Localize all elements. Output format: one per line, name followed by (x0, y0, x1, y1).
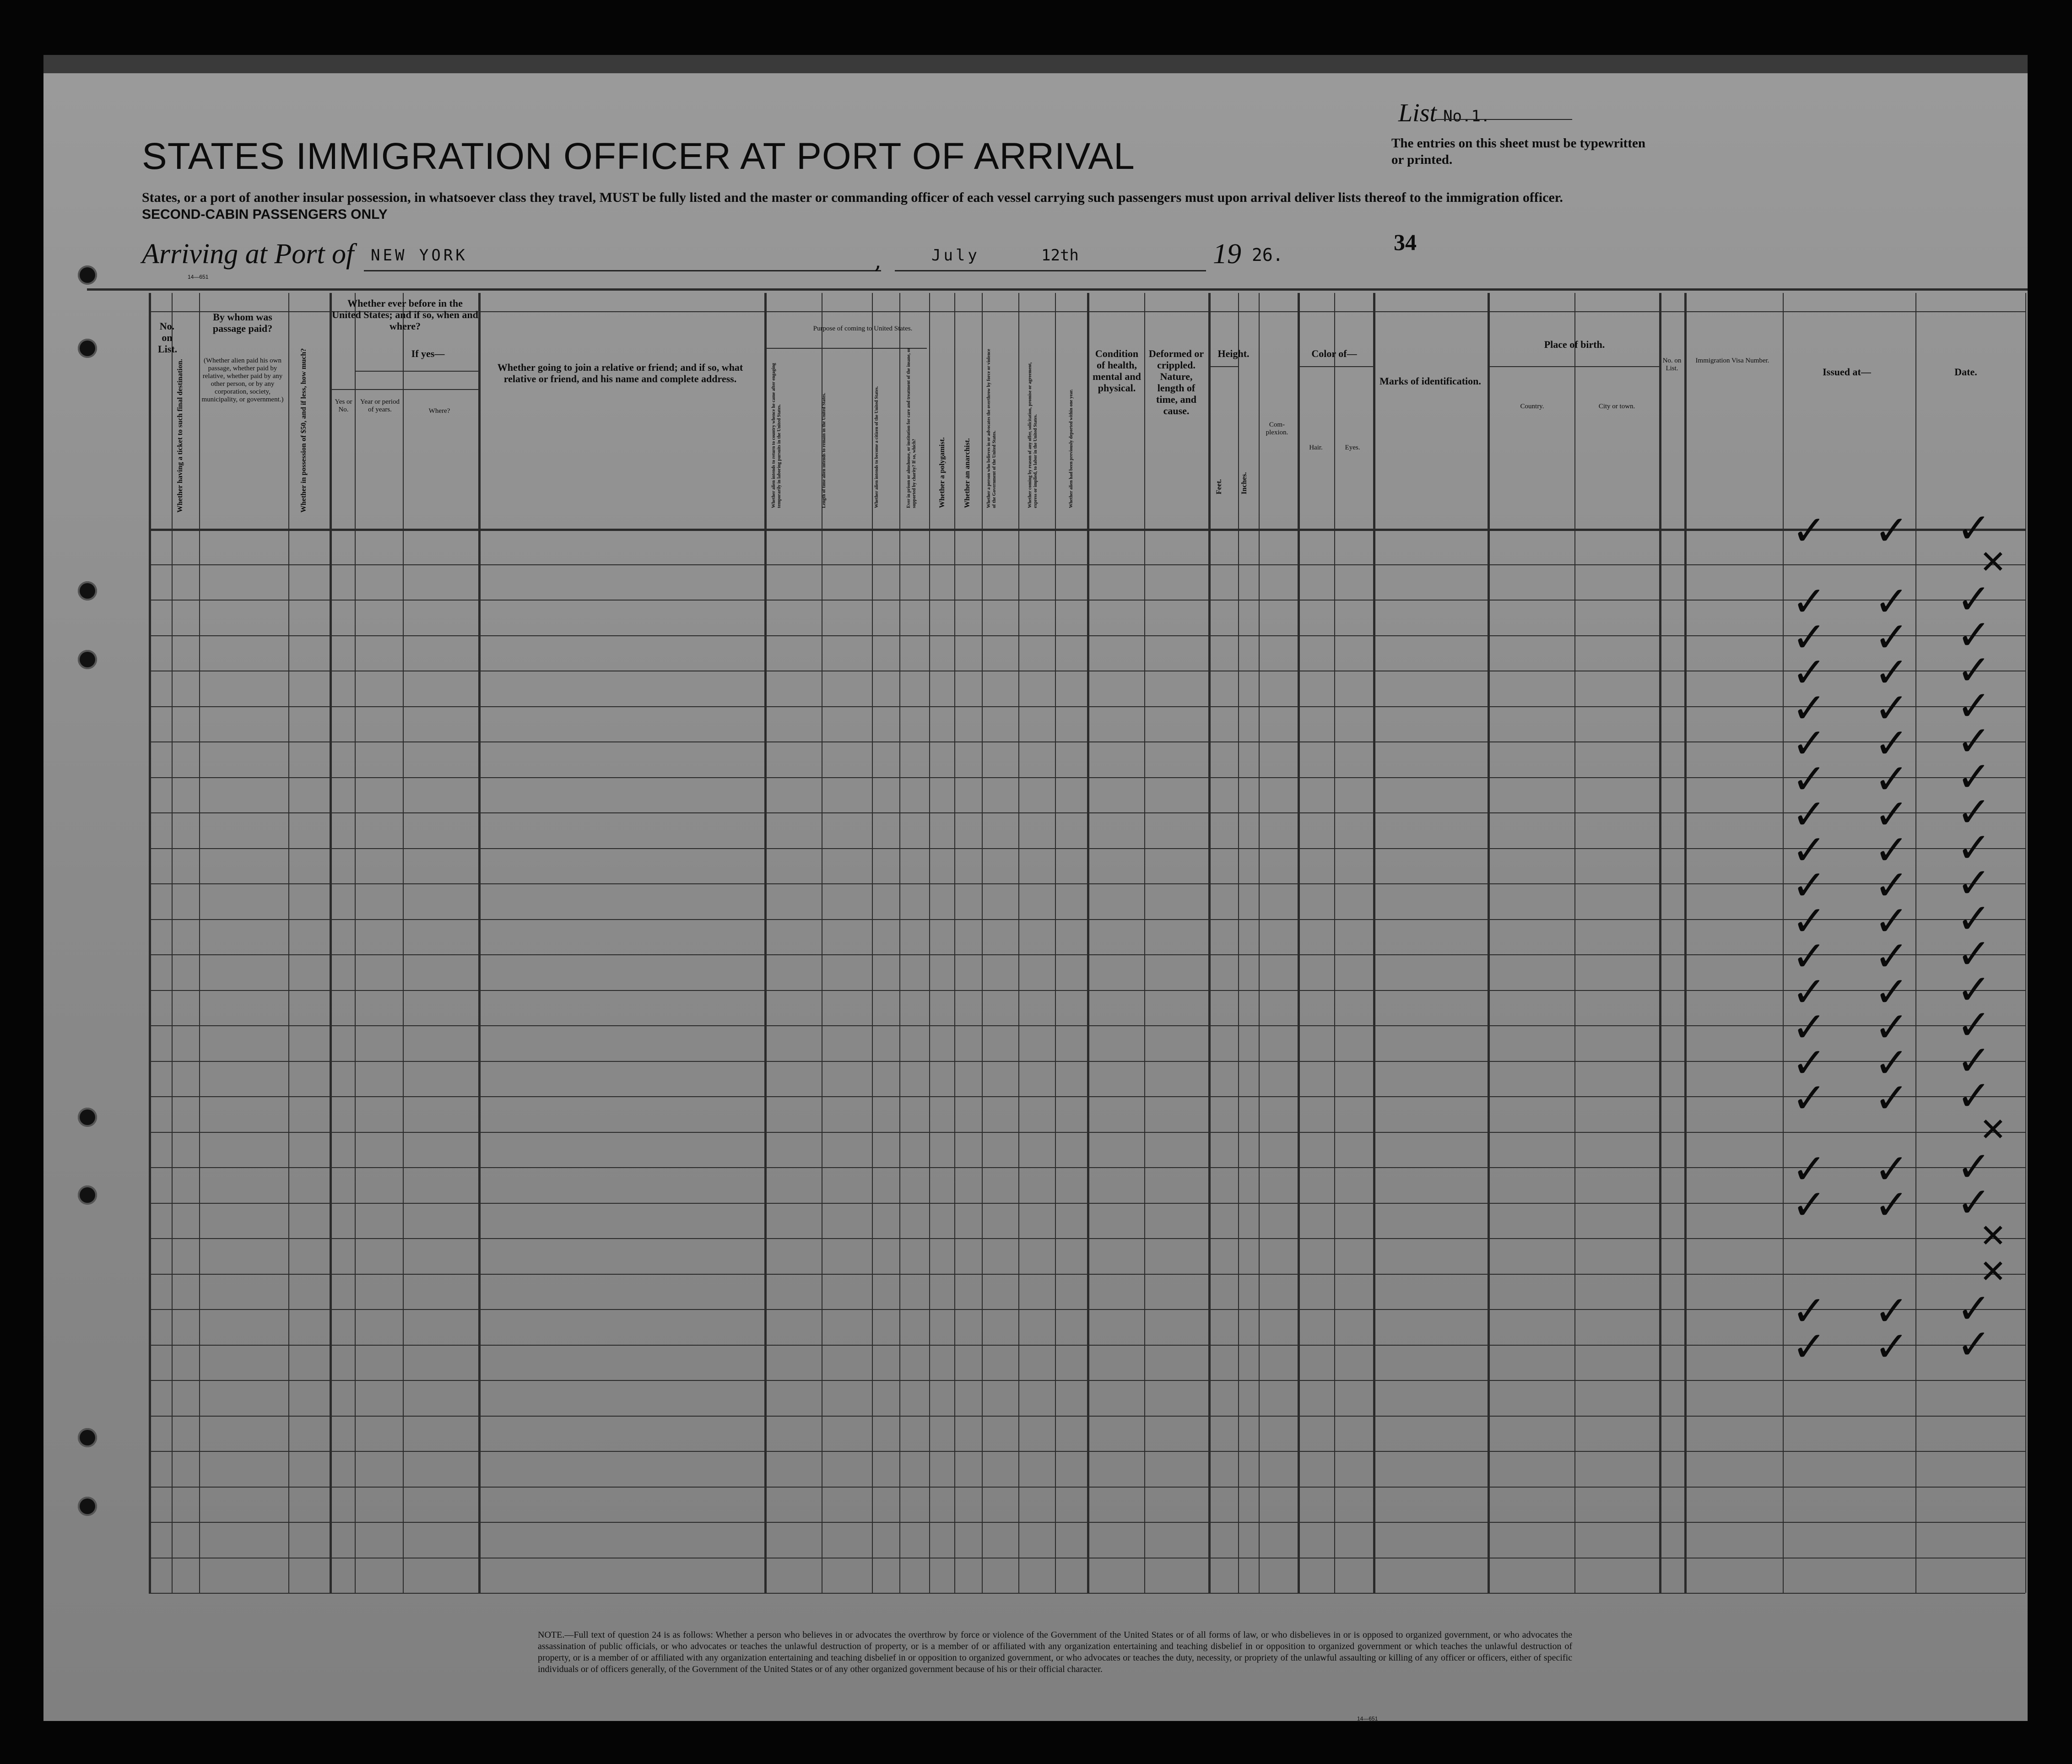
column-rule (172, 293, 173, 1593)
header-before-in-us: Whether ever before in the United States; and if so, when and where? (332, 298, 478, 332)
check-icon: ✓ (1957, 717, 1991, 765)
color-subrule (1298, 366, 1373, 367)
binder-hole-icon (78, 1185, 97, 1205)
column-rule (1208, 293, 1211, 1593)
column-rule (1259, 293, 1260, 1593)
port-line (364, 270, 881, 271)
check-icon: ✓ (1792, 1322, 1827, 1371)
intro-text: States, or a port of another insular possession, in whatsoever class they travel, MUST be fully listed and the master or commanding officer of each vessel carrying such passengers must upon arrival deliver lists thereof to the immigration officer. (142, 190, 1563, 205)
check-icon: ✓ (1792, 790, 1827, 839)
list-number (1398, 98, 1490, 128)
column-rule (1659, 293, 1661, 1593)
check-icon: ✓ (1957, 788, 1991, 836)
check-icon: ✓ (1874, 1322, 1909, 1371)
header-where: Where? (428, 407, 450, 415)
binder-hole-icon (78, 581, 97, 601)
header-condition: Condition of health, mental and physical. (1093, 348, 1141, 394)
check-icon: ✓ (1957, 611, 1991, 659)
check-icon: ✓ (1792, 826, 1827, 874)
header-eyes: Eyes. (1345, 444, 1360, 451)
check-icon: ✓ (1957, 965, 1991, 1014)
check-icon: ✓ (1874, 968, 1909, 1016)
cross-icon: ✕ (1980, 543, 2007, 581)
column-rule (1373, 293, 1375, 1593)
column-rule (1574, 293, 1575, 1593)
cross-icon: ✕ (1980, 1252, 2007, 1290)
header-inches: Inches. (1240, 472, 1248, 494)
check-icon: ✓ (1874, 790, 1909, 839)
before-subrule (330, 389, 478, 390)
check-icon: ✓ (1874, 720, 1909, 768)
column-rule (872, 293, 873, 1593)
header-visa: Immigration Visa Number. (1695, 357, 1769, 364)
check-icon: ✓ (1792, 613, 1827, 661)
check-icon: ✓ (1792, 1145, 1827, 1193)
column-rule (899, 293, 900, 1593)
page-title: STATES IMMIGRATION OFFICER AT PORT OF ARRIVAL (142, 135, 1135, 177)
header-year-period: Year or period of years. (360, 398, 400, 413)
header-relative-friend: Whether going to join a relative or friend; and if so, what relative or friend, and his name and complete address. (497, 362, 743, 384)
header-feet: Feet. (1215, 479, 1223, 494)
column-rule (1298, 293, 1300, 1593)
binder-hole-icon (78, 1497, 97, 1516)
check-icon: ✓ (1792, 507, 1827, 555)
check-icon: ✓ (1874, 932, 1909, 980)
cross-icon: ✕ (1980, 1217, 2007, 1255)
header-purpose-a: Whether alien intends to return to country whence he came after engaging temporarily in laboring pursuits in the United States. (771, 363, 782, 508)
list-number-line (1435, 119, 1572, 120)
column-rule (288, 293, 289, 1593)
manifest-sheet (43, 73, 2028, 1721)
header-height: Height. (1217, 348, 1250, 359)
check-icon: ✓ (1874, 507, 1909, 555)
header-no-on-list-2: No. on List. (1662, 357, 1682, 372)
check-icon: ✓ (1792, 578, 1827, 626)
header-issued-at: Issued at— (1823, 366, 1871, 378)
column-rule (1238, 293, 1239, 1593)
header-prison: Ever in prison or almshouse, or institution for care and treatment of the insane, or supported by charity? If so, which? (906, 348, 917, 508)
header-offer: Whether coming by reason of any offer, solicitation, promise or agreement, express or implied, to labor in the United States. (1028, 362, 1038, 508)
check-icon: ✓ (1874, 1180, 1909, 1229)
header-fifty-dollars: Whether in possession of $50, and if less, how much? (300, 348, 308, 513)
form-code-bottom: 14—651 (1357, 1715, 1378, 1721)
check-icon: ✓ (1792, 755, 1827, 803)
check-icon: ✓ (1957, 1285, 1991, 1333)
column-rule (1055, 293, 1056, 1593)
check-icon: ✓ (1792, 932, 1827, 980)
column-rule (954, 293, 955, 1593)
column-rule (355, 293, 356, 1593)
header-purpose-c: Whether alien intends to become a citizen of the United States. (874, 386, 879, 508)
check-icon: ✓ (1957, 1320, 1991, 1369)
binder-hole-icon (78, 1108, 97, 1127)
check-icon: ✓ (1874, 755, 1909, 803)
check-icon: ✓ (1792, 720, 1827, 768)
column-rule (982, 293, 983, 1593)
header-if-yes: If yes— (411, 348, 445, 359)
column-rule (1144, 293, 1145, 1593)
column-rule (1684, 293, 1687, 1593)
check-icon: ✓ (1957, 1001, 1991, 1049)
typewrite-notice: The entries on this sheet must be typewritten or printed. (1391, 136, 1645, 167)
list-number-value: No.1. (1443, 107, 1490, 125)
column-rule (403, 293, 404, 1593)
table-top-rule (87, 288, 2028, 291)
binder-hole-icon (78, 650, 97, 669)
column-rule (199, 293, 200, 1593)
header-deformed: Deformed or crippled. Nature, length of time, and cause. (1148, 348, 1204, 417)
arrival-day: 12th (1041, 246, 1079, 265)
check-icon: ✓ (1874, 1074, 1909, 1122)
check-icon: ✓ (1792, 861, 1827, 909)
header-ticket: Whether having a ticket to such final destination. (176, 359, 184, 513)
binder-hole-icon (78, 1428, 97, 1447)
header-place-of-birth: Place of birth. (1544, 339, 1605, 350)
height-subrule (1208, 366, 1238, 367)
header-date: Date. (1954, 366, 1977, 378)
check-icon: ✓ (1874, 613, 1909, 661)
port-name: NEW YORK (371, 246, 468, 265)
date-line (895, 270, 1206, 271)
column-rule (1018, 293, 1019, 1593)
column-rule (1783, 293, 1784, 1593)
check-icon: ✓ (1957, 1072, 1991, 1120)
arrival-month: July (931, 246, 980, 265)
row-rule (149, 1593, 2025, 1594)
comma: , (874, 247, 882, 274)
header-country: Country. (1520, 403, 1544, 410)
second-cabin-label: SECOND-CABIN PASSENGERS ONLY (142, 207, 388, 222)
column-rule (330, 293, 332, 1593)
check-icon: ✓ (1792, 1180, 1827, 1229)
check-icon: ✓ (1957, 930, 1991, 978)
header-purpose: Purpose of coming to United States. (813, 325, 913, 332)
check-icon: ✓ (1874, 578, 1909, 626)
check-icon: ✓ (1874, 1287, 1909, 1335)
check-icon: ✓ (1792, 1287, 1827, 1335)
header-by-whom-paid-note: (Whether alien paid his own passage, whether paid by relative, whether paid by any other person, or by any corporation, society, municipality, or government.) (201, 357, 284, 403)
check-icon: ✓ (1957, 682, 1991, 730)
column-rule (1488, 293, 1490, 1593)
arriving-label: Arriving at Port of (142, 238, 354, 270)
check-icon: ✓ (1874, 1039, 1909, 1087)
check-icon: ✓ (1792, 684, 1827, 732)
check-icon: ✓ (1792, 968, 1827, 1016)
header-yes-no: Yes or No. (335, 398, 352, 413)
header-color-of: Color of— (1311, 348, 1357, 359)
check-icon: ✓ (1874, 1003, 1909, 1051)
header-purpose-b: Length of time alien intends to remain in the United States. (822, 393, 827, 508)
birth-subrule (1488, 366, 1659, 367)
check-icon: ✓ (1792, 1039, 1827, 1087)
column-rule (2025, 293, 2026, 1593)
check-icon: ✓ (1957, 752, 1991, 801)
form-code: 14—651 (188, 274, 209, 280)
column-rule (149, 293, 151, 1593)
header-polygamist: Whether a polygamist. (938, 437, 946, 508)
year-suffix: 26. (1252, 245, 1283, 265)
check-icon: ✓ (1957, 894, 1991, 943)
column-rule (1087, 293, 1089, 1593)
column-rule (764, 293, 767, 1593)
check-icon: ✓ (1957, 504, 1991, 552)
if-yes-subrule (355, 371, 478, 372)
check-icon: ✓ (1874, 684, 1909, 732)
check-icon: ✓ (1957, 575, 1991, 623)
cross-icon: ✕ (1980, 1110, 2007, 1148)
list-label: List (1398, 99, 1437, 127)
check-icon: ✓ (1792, 1074, 1827, 1122)
check-icon: ✓ (1874, 826, 1909, 874)
check-icon: ✓ (1874, 649, 1909, 697)
binder-hole-icon (78, 339, 97, 358)
check-icon: ✓ (1957, 1036, 1991, 1085)
column-rule (1915, 293, 1916, 1593)
check-icon: ✓ (1957, 646, 1991, 694)
header-deported: Whether alien had been previously deported within one year. (1069, 389, 1074, 508)
header-no-on-list: No. on List. (158, 320, 178, 355)
header-complexion: Com-plexion. (1266, 421, 1288, 436)
header-city-town: City or town. (1598, 403, 1635, 410)
binder-hole-icon (78, 265, 97, 285)
header-hair: Hair. (1309, 444, 1323, 451)
check-icon: ✓ (1792, 897, 1827, 945)
column-rule (1334, 293, 1335, 1593)
check-icon: ✓ (1957, 859, 1991, 907)
header-marks: Marks of identification. (1380, 375, 1481, 387)
check-icon: ✓ (1957, 1178, 1991, 1227)
column-rule (929, 293, 930, 1593)
check-icon: ✓ (1874, 861, 1909, 909)
year-prefix: 19 (1213, 238, 1241, 270)
check-icon: ✓ (1792, 649, 1827, 697)
check-icon: ✓ (1874, 897, 1909, 945)
header-by-whom-paid: By whom was passage paid? (212, 311, 273, 334)
column-rule (478, 293, 481, 1593)
purpose-subrule (764, 348, 927, 349)
header-anarchist: Whether an anarchist. (963, 438, 971, 508)
check-icon: ✓ (1957, 823, 1991, 872)
header-overthrow: Whether a person who believes in or advocates the overthrow by force or violence of the Government of the United States. (986, 349, 997, 508)
check-icon: ✓ (1874, 1145, 1909, 1193)
check-icon: ✓ (1792, 1003, 1827, 1051)
check-icon: ✓ (1957, 1143, 1991, 1191)
footnote: NOTE.—Full text of question 24 is as follows: Whether a person who believes in or advocates the overthrow by force or violence of the Government of the United States or of all forms of law, or who disbelieves in or is opposed to organized government, or who advocates the assassination of public officials, or who advocates or teaches the unlawful destruction of property, or is a member of or affiliated with any organization entertaining and teaching disbelief in or opposition to organized government or which teaches the unlawful destruction of property, or is a member of or affiliated with any organization entertaining and teaching disbelief in or opposition to organized government, or who advocates or teaches the duty, necessity, or propriety of the unlawful assaulting or killing of any officer or officers, either of specific individuals or of officers generally, of the Government of the United States or of any other organized government because of his or their official character. (538, 1630, 1572, 1674)
sheet-number: 34 (1394, 229, 1417, 255)
